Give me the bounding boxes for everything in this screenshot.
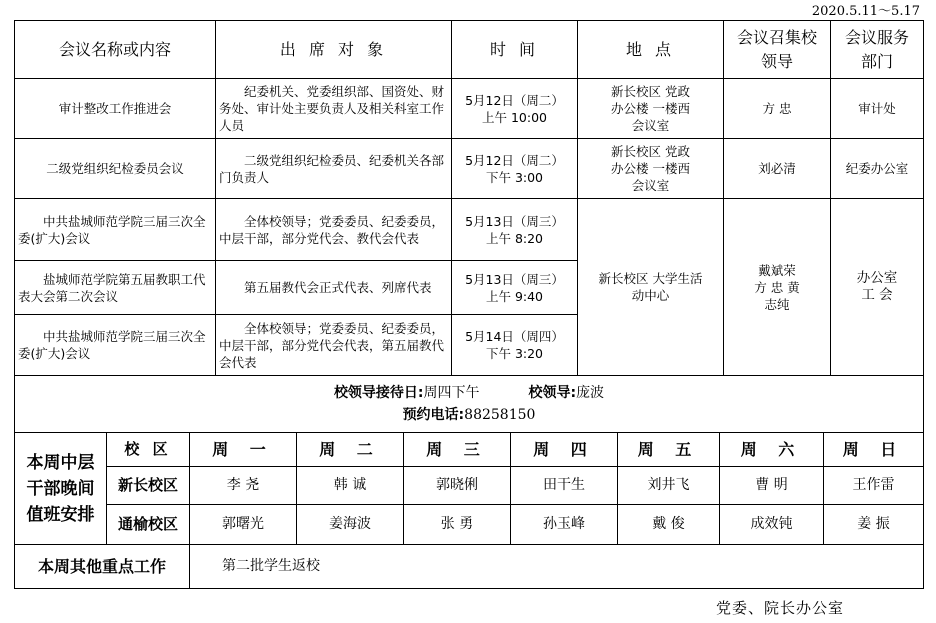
header-location: 地 点 — [578, 21, 724, 79]
meeting-leader: 方 忠 — [724, 79, 831, 139]
roster-title: 本周中层干部晚间值班安排 — [15, 433, 107, 545]
table-row — [15, 199, 924, 261]
header-time: 时 间 — [452, 21, 578, 79]
meeting-time — [452, 315, 578, 376]
duty-name: 成效钝 — [720, 505, 824, 545]
header-leader: 会议召集校领导 — [724, 21, 831, 79]
meeting-clock: 上午 8:20 — [485, 230, 544, 246]
meeting-name: 二级党组织纪检委员会议 — [15, 139, 216, 199]
merged-leader: 戴斌荣 方 忠 黄志纯 — [724, 199, 831, 376]
reception-row — [15, 376, 924, 433]
meeting-clock: 上午 9:40 — [485, 288, 544, 304]
meeting-attendees: 纪委机关、党委组织部、国资处、财务处、审计处主要负责人及相关科室工作人员 — [216, 79, 452, 139]
meeting-attendees: 全体校领导；党委委员、纪委委员，中层干部，部分党代会、教代会代表 — [216, 199, 452, 261]
merged-location: 新长校区 大学生活动中心 — [578, 199, 724, 376]
campus-header: 校 区 — [107, 433, 190, 467]
meeting-name: 中共盐城师范学院三届三次全委(扩大)会议 — [15, 199, 216, 261]
duty-name: 王作雷 — [824, 467, 924, 505]
meeting-date: 5月14日（周四） — [465, 329, 564, 344]
table-row — [15, 505, 924, 545]
header-attendees: 出 席 对 象 — [216, 21, 452, 79]
campus-name: 新长校区 — [107, 467, 190, 505]
reception-day-label: 校领导接待日: — [333, 385, 424, 401]
day-sunday: 周 日 — [824, 433, 924, 467]
meeting-attendees: 第五届教代会正式代表、列席代表 — [216, 261, 452, 315]
duty-name: 姜 振 — [824, 505, 924, 545]
table-row — [15, 139, 924, 199]
meeting-attendees: 二级党组织纪检委员、纪委机关各部门负责人 — [216, 139, 452, 199]
day-wednesday: 周 三 — [404, 433, 511, 467]
meeting-leader: 刘必清 — [724, 139, 831, 199]
meeting-location: 新长校区 党政办公楼 一楼西会议室 — [578, 139, 724, 199]
meeting-clock: 下午 3:20 — [485, 346, 544, 361]
merged-service: 办公室 工 会 — [831, 199, 924, 376]
duty-roster-table — [14, 432, 924, 589]
duty-name: 田干生 — [511, 467, 618, 505]
meeting-time — [452, 79, 578, 139]
duty-name: 姜海波 — [297, 505, 404, 545]
meeting-time — [452, 139, 578, 199]
meeting-name: 盐城师范学院第五届教职工代表大会第二次会议 — [15, 261, 216, 315]
reception-day-value: 周四下午 — [423, 385, 480, 401]
table-header-row — [15, 21, 924, 79]
meeting-time — [452, 199, 578, 261]
day-monday: 周 一 — [190, 433, 297, 467]
meeting-date: 5月13日（周三） — [465, 213, 564, 229]
duty-name: 韩 诚 — [297, 467, 404, 505]
meeting-clock: 下午 3:00 — [485, 169, 544, 185]
duty-name: 刘井飞 — [618, 467, 720, 505]
meeting-attendees: 全体校领导；党委委员、纪委委员，中层干部，部分党代会代表，第五届教代会代表 — [216, 315, 452, 376]
reception-leader-value: 庞波 — [576, 385, 605, 401]
duty-name: 张 勇 — [404, 505, 511, 545]
day-thursday: 周 四 — [511, 433, 618, 467]
meeting-date: 5月13日（周三） — [465, 271, 564, 287]
day-tuesday: 周 二 — [297, 433, 404, 467]
meeting-date: 5月12日（周二） — [465, 92, 564, 108]
table-row — [15, 79, 924, 139]
duty-name: 郭曙光 — [190, 505, 297, 545]
meeting-location: 新长校区 党政办公楼 一楼西会议室 — [578, 79, 724, 139]
campus-name: 通榆校区 — [107, 505, 190, 545]
duty-name: 孙玉峰 — [511, 505, 618, 545]
meeting-time — [452, 261, 578, 315]
meeting-service: 纪委办公室 — [831, 139, 924, 199]
other-work-value: 第二批学生返校 — [190, 545, 924, 589]
other-work-label: 本周其他重点工作 — [15, 545, 190, 589]
header-service: 会议服务部门 — [831, 21, 924, 79]
other-work-row — [15, 545, 924, 589]
meeting-date: 5月12日（周二） — [465, 152, 564, 168]
date-range: 2020.5.11～5.17 — [811, 4, 920, 19]
footer-issuer: 党委、院长办公室 — [715, 599, 844, 617]
meeting-schedule-table — [14, 20, 924, 433]
header-name: 会议名称或内容 — [15, 21, 216, 79]
reception-leader-label: 校领导: — [528, 385, 577, 401]
reception-phone-line — [18, 404, 920, 426]
day-saturday: 周 六 — [720, 433, 824, 467]
roster-header-row — [15, 433, 924, 467]
meeting-name: 中共盐城师范学院三届三次全委(扩大)会议 — [15, 315, 216, 376]
duty-name: 李 尧 — [190, 467, 297, 505]
reception-info — [15, 376, 924, 433]
meeting-name: 审计整改工作推进会 — [15, 79, 216, 139]
duty-name: 郭晓俐 — [404, 467, 511, 505]
reception-day-line — [18, 382, 920, 404]
duty-name: 戴 俊 — [618, 505, 720, 545]
day-friday: 周 五 — [618, 433, 720, 467]
table-row — [15, 467, 924, 505]
meeting-service: 审计处 — [831, 79, 924, 139]
reception-phone-value: 88258150 — [464, 407, 536, 423]
reception-phone-label: 预约电话: — [402, 407, 465, 423]
duty-name: 曹 明 — [720, 467, 824, 505]
meeting-clock: 上午 10:00 — [482, 109, 547, 125]
